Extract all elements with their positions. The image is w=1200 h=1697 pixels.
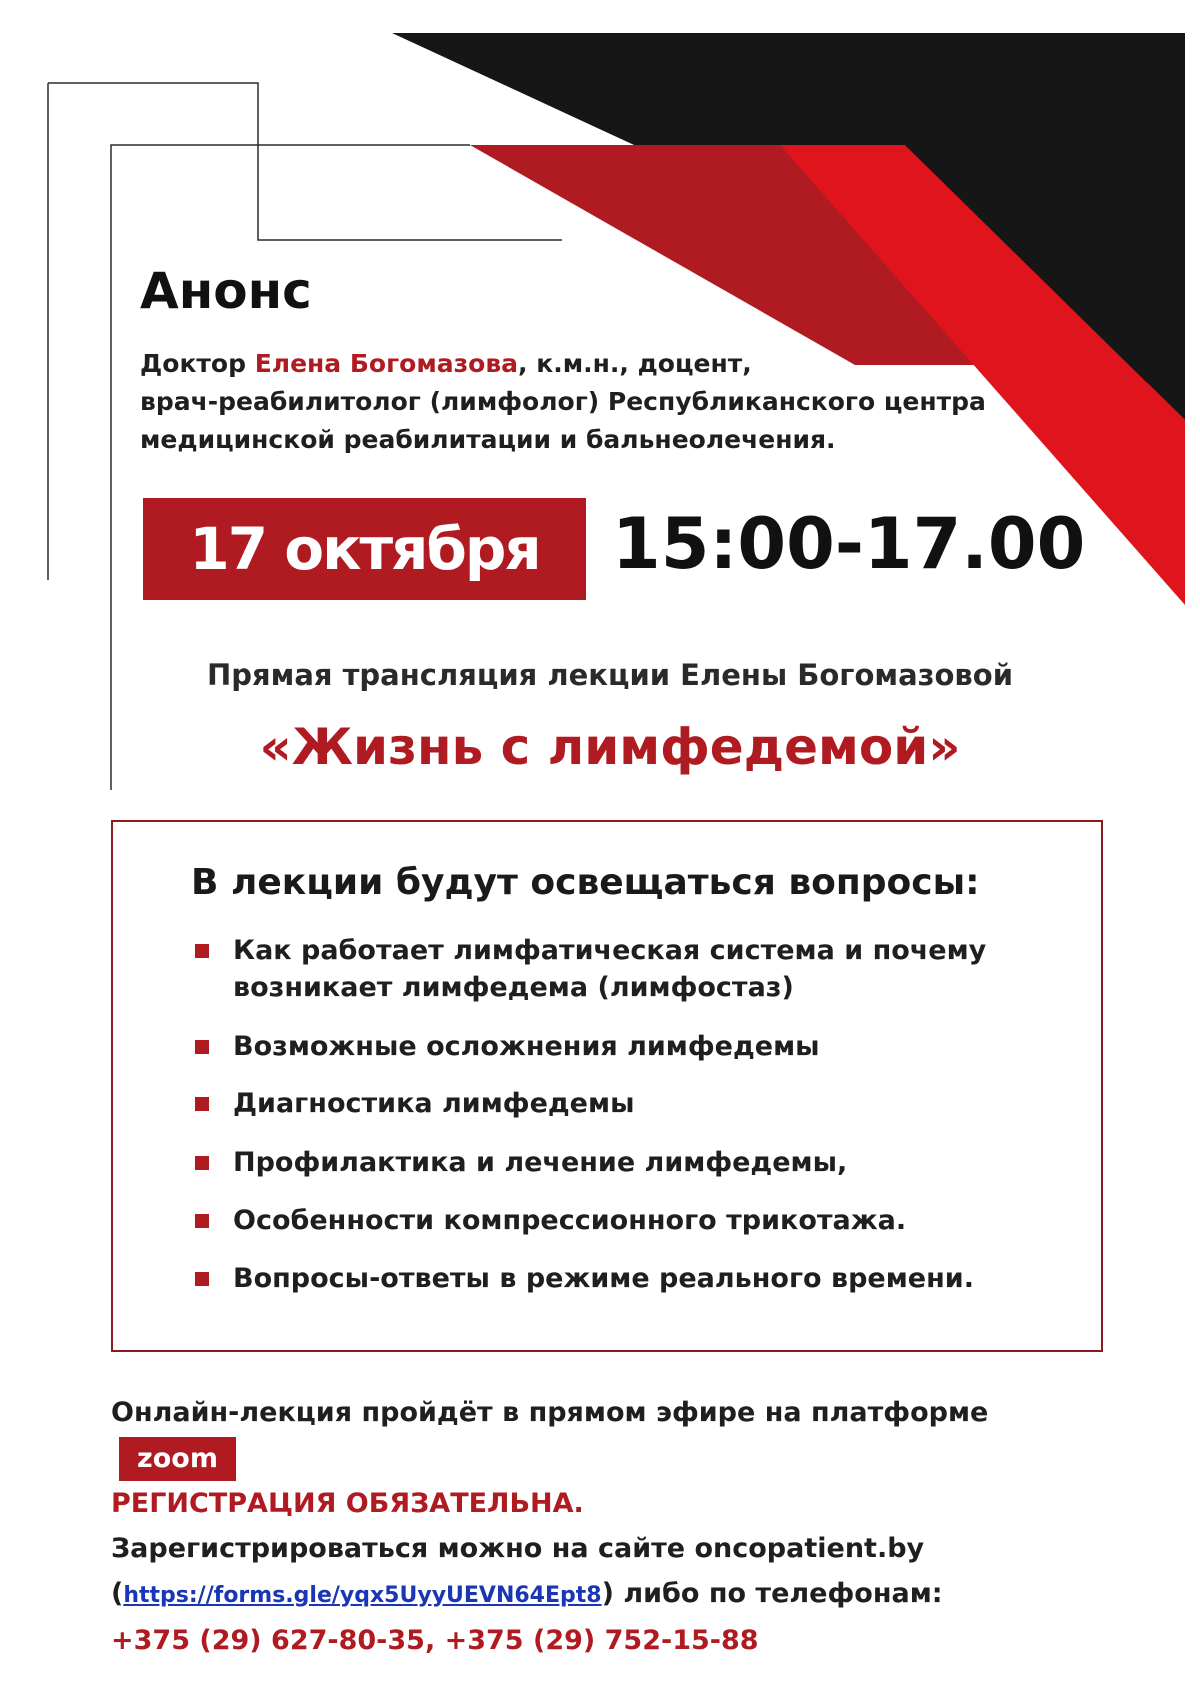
bio-suffix: , к.м.н., доцент, [518, 349, 752, 378]
bio-prefix: Доктор [140, 349, 255, 378]
event-time: 15:00-17.00 [612, 503, 1086, 585]
link-line [111, 1571, 1111, 1618]
topic-text: Как работает лимфатическая система и почему возникает лимфедема (лимфостаз) [233, 935, 987, 1003]
bullet-icon [195, 1097, 209, 1111]
registration-required: РЕГИСТРАЦИЯ ОБЯЗАТЕЛЬНА. [111, 1487, 584, 1519]
doctor-bio [140, 345, 986, 459]
event-date: 17 октября [143, 498, 586, 600]
bullet-icon [195, 1156, 209, 1170]
platform-line [111, 1390, 1111, 1481]
list-item [195, 1144, 1075, 1181]
registration-link[interactable]: https://forms.gle/yqx5UyyUEVN64Ept8 [123, 1582, 602, 1608]
list-item [195, 1028, 1075, 1065]
phones-intro: ) либо по телефонам: [601, 1577, 943, 1609]
topic-text: Вопросы-ответы в режиме реального времени. [233, 1263, 974, 1294]
phone-numbers: +375 (29) 627-80-35, +375 (29) 752-15-88 [111, 1624, 759, 1656]
lecture-title: «Жизнь с лимфедемой» [259, 718, 961, 776]
bio-line-2: врач-реабилитолог (лимфолог) Республиканского центра [140, 387, 986, 416]
bullet-icon [195, 1214, 209, 1228]
bio-line-1 [140, 345, 986, 383]
list-item [195, 932, 1075, 1006]
bullet-icon [195, 1272, 209, 1286]
topic-text: Возможные осложнения лимфедемы [233, 1031, 820, 1062]
outline-line-outer [48, 83, 562, 240]
doctor-name: Елена Богомазова [254, 349, 519, 378]
list-item [195, 1085, 1075, 1122]
topic-text: Особенности компрессионного трикотажа. [233, 1205, 907, 1236]
bullet-icon [195, 1040, 209, 1054]
bio-line-3: медицинской реабилитации и бальнеолечения. [140, 425, 836, 454]
list-item [195, 1260, 1075, 1297]
zoom-badge: zoom [119, 1437, 236, 1481]
outline-line-inner [111, 145, 470, 790]
footer-info [111, 1390, 1111, 1663]
bullet-icon [195, 944, 209, 958]
topics-box [111, 820, 1103, 1352]
announcement-title: Анонс [140, 262, 312, 320]
topics-heading: В лекции будут освещаться вопросы: [191, 862, 980, 903]
topic-text: Профилактика и лечение лимфедемы, [233, 1147, 848, 1178]
open-paren: ( [111, 1577, 124, 1609]
stream-text: Прямая трансляция лекции Елены Богомазовой [206, 658, 1014, 692]
platform-text: Онлайн-лекция пройдёт в прямом эфире на платформе [111, 1397, 989, 1428]
topics-list [195, 932, 1075, 1297]
topic-text: Диагностика лимфедемы [233, 1088, 635, 1119]
list-item [195, 1202, 1075, 1239]
register-text: Зарегистрироваться можно на сайте oncopatient.by [111, 1532, 925, 1564]
